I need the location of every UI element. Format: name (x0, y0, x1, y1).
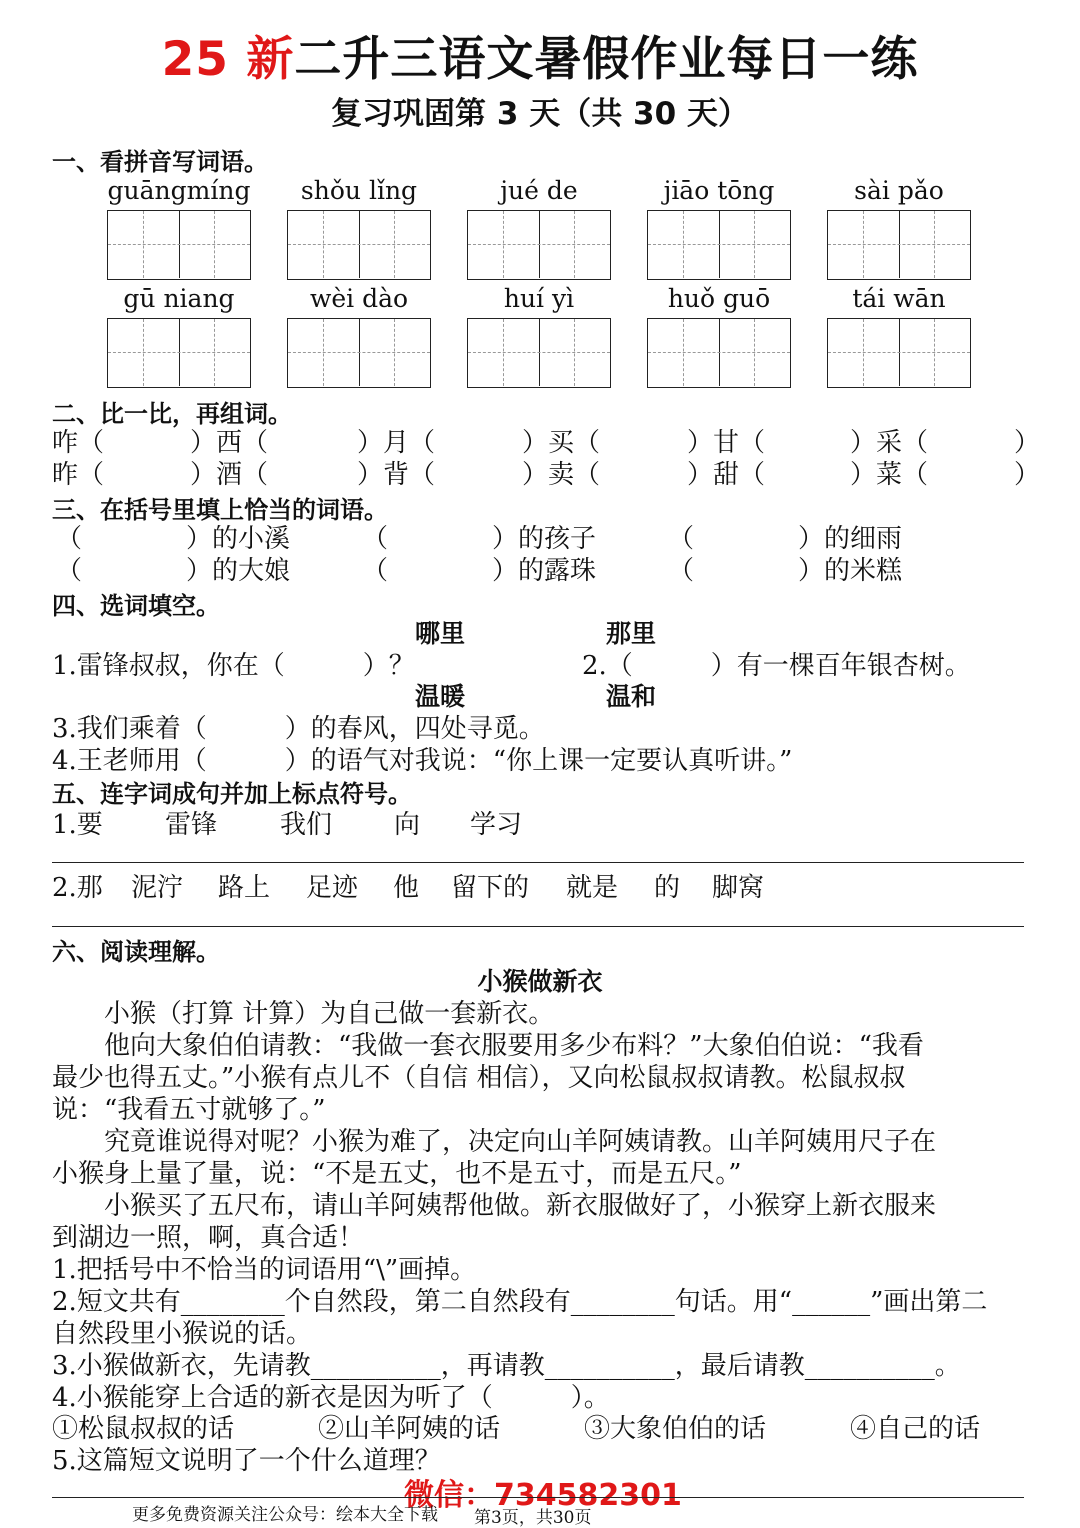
compare-item: ）甜（ (687, 460, 766, 490)
compare-item: 昨（ (52, 460, 105, 490)
writing-grid[interactable] (287, 318, 431, 388)
word-choice: 温暖 (415, 682, 466, 711)
word-token: 学习 (470, 810, 523, 840)
word-token: 雷锋 (165, 810, 218, 840)
section1-heading: 一、看拼音写词语。 (52, 148, 268, 176)
compare-item: ）采（ (850, 428, 929, 458)
fill-item: （ ）的细雨 (668, 524, 903, 554)
footer-note: 更多免费资源关注公众号：绘本大全下载 (132, 1505, 438, 1525)
compare-item: ）买（ (522, 428, 601, 458)
title-main: 二升三语文暑假作业每日一练 (294, 32, 919, 87)
question: 2.（ ）有一棵百年银杏树。 (582, 651, 971, 681)
word-choice: 那里 (606, 619, 657, 648)
reading-question: 1.把括号中不恰当的词语用“\”画掉。 (52, 1255, 477, 1285)
word-token: 2.那 (52, 873, 103, 903)
pinyin-6: gū niang (123, 284, 235, 313)
writing-grid[interactable] (647, 210, 791, 280)
word-choice: 温和 (606, 682, 657, 711)
writing-grid[interactable] (287, 210, 431, 280)
pinyin-2: shǒu lǐng (300, 176, 418, 205)
reading-question: 4.小猴能穿上合适的新衣是因为听了（ ）。 (52, 1383, 610, 1413)
compare-item: ）背（ (357, 460, 436, 490)
answer-line[interactable] (52, 862, 1024, 863)
fill-item: （ ）的米糕 (668, 556, 903, 586)
page-subtitle: 复习巩固第 3 天（共 30 天） (331, 96, 749, 132)
story-line: 说：“我看五寸就够了。” (52, 1095, 326, 1125)
compare-item: ） (1014, 460, 1041, 490)
fill-item: （ ）的露珠 (362, 556, 597, 586)
answer-line[interactable] (52, 1497, 1024, 1498)
fill-item: （ ）的小溪 (56, 524, 291, 554)
writing-grid[interactable] (107, 210, 251, 280)
fill-item: （ ）的孩子 (362, 524, 597, 554)
answer-line[interactable] (52, 926, 1024, 927)
compare-item: ）菜（ (850, 460, 929, 490)
compare-item: ）甘（ (687, 428, 766, 458)
reading-question: 3.小猴做新衣，先请教__________，再请教__________，最后请教__________。 (52, 1351, 961, 1381)
pinyin-7: wèi dào (309, 284, 409, 313)
option-2: ②山羊阿姨的话 (318, 1414, 501, 1444)
word-choice: 哪里 (415, 619, 466, 648)
word-token: 就是 (566, 873, 619, 903)
fill-item: （ ）的大娘 (56, 556, 291, 586)
word-token: 向 (394, 810, 421, 840)
option-3: ③大象伯伯的话 (584, 1414, 767, 1444)
compare-item: ） (1014, 428, 1041, 458)
section3-heading: 三、在括号里填上恰当的词语。 (52, 496, 388, 524)
pinyin-8: huí yì (503, 284, 575, 313)
section4-heading: 四、选词填空。 (52, 592, 220, 620)
compare-item: 咋（ (52, 428, 105, 458)
word-token: 泥泞 (131, 873, 184, 903)
pinyin-5: sài pǎo (854, 176, 944, 205)
word-token: 他 (393, 873, 420, 903)
story-title: 小猴做新衣 (477, 967, 603, 996)
writing-grid[interactable] (647, 318, 791, 388)
story-line: 究竟谁说得对呢？小猴为难了，决定向山羊阿姨请教。山羊阿姨用尺子在 (52, 1127, 937, 1157)
wechat-watermark: 微信：734582301 (404, 1478, 682, 1513)
reading-question: 自然段里小猴说的话。 (52, 1319, 313, 1349)
writing-grid[interactable] (467, 210, 611, 280)
question: 3.我们乘着（ ）的春风，四处寻觅。 (52, 714, 545, 744)
page-number: 第3页，共30页 (474, 1508, 592, 1528)
compare-item: ）卖（ (522, 460, 601, 490)
story-line: 小猴（打算 计算）为自己做一套新衣。 (52, 999, 555, 1029)
word-token: 1.要 (52, 810, 103, 840)
word-token: 足迹 (306, 873, 359, 903)
word-token: 我们 (280, 810, 333, 840)
pinyin-4: jiāo tōng (663, 176, 775, 205)
compare-item: ）月（ (357, 428, 436, 458)
story-line: 他向大象伯伯请教：“我做一套衣服要用多少布料？”大象伯伯说：“我看 (52, 1031, 924, 1061)
writing-grid[interactable] (107, 318, 251, 388)
section5-heading: 五、连字词成句并加上标点符号。 (52, 780, 412, 808)
section6-heading: 六、阅读理解。 (52, 938, 220, 966)
section2-heading: 二、比一比，再组词。 (52, 400, 292, 428)
question: 4.王老师用（ ）的语气对我说：“你上课一定要认真听讲。” (52, 746, 793, 776)
story-line: 最少也得五丈。”小猴有点儿不（自信 相信），又向松鼠叔叔请教。松鼠叔叔 (52, 1063, 906, 1093)
page-title (0, 22, 1080, 89)
writing-grid[interactable] (467, 318, 611, 388)
story-line: 小猴身上量了量，说：“不是五丈，也不是五寸，而是五尺。” (52, 1159, 742, 1189)
question: 1.雷锋叔叔，你在（ ）？ (52, 651, 415, 681)
word-token: 脚窝 (712, 873, 765, 903)
writing-grid[interactable] (827, 210, 971, 280)
title-prefix: 25 新 (161, 32, 295, 87)
story-line: 小猴买了五尺布，请山羊阿姨帮他做。新衣服做好了，小猴穿上新衣服来 (52, 1191, 937, 1221)
pinyin-9: huǒ guō (667, 284, 771, 313)
reading-question: 5.这篇短文说明了一个什么道理？ (52, 1446, 441, 1476)
reading-question: 2.短文共有________个自然段，第二自然段有________句话。用“______”画出第二 (52, 1287, 988, 1317)
story-line: 到湖边一照，啊，真合适！ (52, 1223, 365, 1253)
compare-item: ）酒（ (190, 460, 269, 490)
option-1: ①松鼠叔叔的话 (52, 1414, 235, 1444)
option-4: ④自己的话 (850, 1414, 981, 1444)
word-token: 的 (654, 873, 681, 903)
word-token: 留下的 (451, 873, 530, 903)
pinyin-10: tái wān (852, 284, 946, 313)
compare-item: ）西（ (190, 428, 269, 458)
pinyin-3: jué de (500, 176, 578, 205)
pinyin-1: guāngmíng (107, 176, 251, 205)
writing-grid[interactable] (827, 318, 971, 388)
word-token: 路上 (218, 873, 271, 903)
